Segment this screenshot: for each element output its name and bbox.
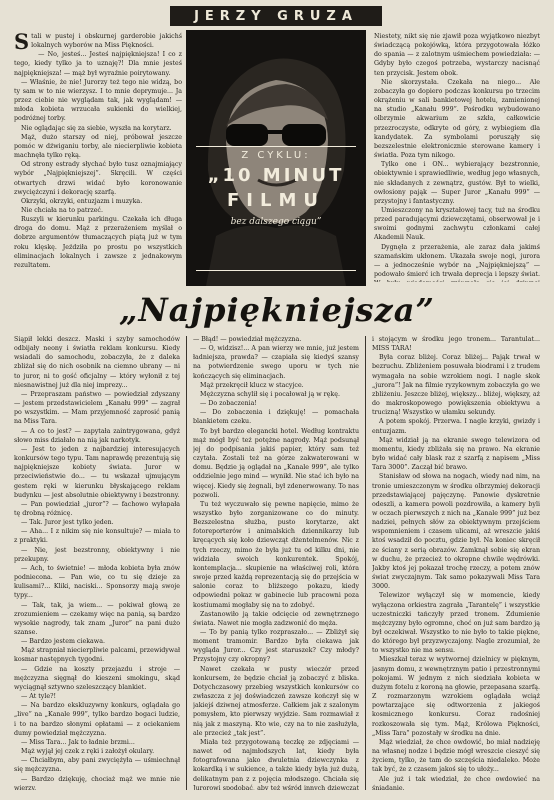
author-header [170, 6, 382, 26]
series-title-line-1: „10 MINUT [207, 165, 345, 186]
paragraph: — Tak, tak, ja wiem... — pokiwał głową ze zrozumieniem — czekamy więc na panią, są bardzo wysokie nagrody, tak znam „Juror” na pani dużo szanse. [14, 601, 180, 636]
paragraph: — Błąd! — powiedział mężczyzna. [193, 336, 302, 343]
paragraph: — Do zobaczenia i dziękuję! — pomachała blankietem czeku. [193, 409, 359, 426]
paragraph: Nie oglądając się za siebie, wyszła na korytarz. [21, 124, 172, 132]
paragraph: Mąż wyjął jej czek z ręki i założył okulary. [21, 748, 155, 756]
paragraph: — Bardzo dziękuję, chociaż mąż we mnie nie wierzy. [14, 775, 180, 790]
paragraph: — At tyle?! [21, 693, 57, 701]
paragraph: — Przepraszam państwo — powiedział zdyszany — jestem przedstawicielem „Kanału 999” — zagrał po wszystkim. — Mam przyjemność zaprosić panią na Miss Tara. [14, 390, 180, 426]
paragraph: — Bardzo jestem ciekawa. [21, 638, 105, 646]
paragraph: Mąż widział ją na ekranie swego telewizora od momentu, kiedy zbliżała się na prawo. Na ekranie było widać cały blask raz z szarfą z napisem „Miss Tara 3000”. Zaczął bić brawo. [372, 436, 540, 472]
paragraph: Mąż wiedział, że chce owdowić, bo miał nadzieję na własnej nodze i będzie mógł wreszcie cieszyć się życiem, tylko, że tam do szczęścia niedaleko. Może tak być, że z czasem jakoś się to ułoży... [372, 738, 540, 774]
column-top-left [14, 32, 182, 280]
paragraph: Mężczyzna schylił się i pocałował ją w rękę. [200, 390, 340, 398]
series-subtitle: bez dalszego ciągu” [230, 217, 322, 227]
paragraph: Siąpił lekki deszcz. Maski i szyby samochodów odbijały neony i światła reklam konkursu. Kiedy wsiadali do samochodu, zobaczyła, że z daleka zbliżał się do nich osobnik na ciemno ubrany — ni to juror, ni to gość oficjalny — który wyłonił z tej niesnawistnej już dla niej imprezy... [14, 336, 180, 389]
paragraph: Telewizor wyłączył się w momencie, kiedy wyłączona orkiestra zagrała „Tarantelę” i wszystkie uczestniczki tańczyły przed tronem. Zdumienie mężczyzny było ogromne, choć on już sam bardzo ją był oczekiwał. Wszystko to nie było to takie piękne, do którego był przyzwyczajony. Nagle zrozumiał, że to wszystko nie ma sensu. [372, 592, 540, 655]
series-label: Z CYKLU: [241, 150, 311, 161]
paragraph: — Na bardzo ekskluzywny konkurs, oglądała go „live” na „Kanale 999”, tylko bardzo bogaci ludzie, i to na bardzo słonymi opłatami — z ociekaniem dumy powiedział mężczyzna. [14, 702, 180, 737]
paragraph: Tylko one i ON... wybierający bezstronnie, obiektywnie i sprawiedliwie, według jego własnych, nie składanych z zewnątrz, gustów. Był to wielki, owłosiony pająk — Super Juror „Kanału 999” — przystojny i fantastyczny. [374, 161, 540, 205]
column-bottom-right [372, 335, 540, 790]
paragraph: Niestety, nikt się nie zjawił poza wyjątkowo niezbyt świadczącą pokojówką, która przygotowała łóżko do spania — z zalotnym uśmiechem powiedziała: — Gdyby było czegoś potrzeba, wystarczy nacisnąć ten przycisk. Jestem obok. [374, 33, 540, 77]
paragraph: Ale już i tak wiedział, że chce owdowieć na śniadanie. [372, 775, 540, 790]
paragraph: Mąż, dużo starszy od niej, próbował jeszcze pomóc w dźwiganiu torby, ale niecierpliwie kobieta machnęła tylko ręką. [14, 133, 182, 160]
paragraph: — Do zobaczenia! [200, 400, 257, 408]
column-top-right [374, 32, 540, 282]
paragraph: Tu też wyczuwało się pewne napięcie, mimo że wszystko było zorganizowane co do minuty. Bezszelestna służba, pusto korytarze, akt fotoreporterów i animalskich dziennikarzy lub kręcących się koło dziewcząt dżentelmenów. Nic z tych rzeczy, mimo że była już tu od kilku dni, nie widziała swoich konkurentek. Spokój, kontemplacja... skupienie na właściwej roli, która swoje przed każdą reprezentacją się do przejścia w salonie coraz to bliższego pokazu, kiedy odpowiedni pokaz w gabinecie lub pracowni poza kostiumami mogłaby się na to zdobyć. [193, 500, 359, 609]
paragraph: Umieszczony na kryształowej tacy, tuż na środku przed paradującymi dziewczętami, obserwował je i swoimi godnymi zachwytu członkami całej Akademii Nauk. [374, 206, 540, 242]
paragraph: Od strony estrady słychać było tusz oznajmiający wybór „Najpiękniejszej”. Skręcili. W części otwartych drzwi widać było koronowanie zwyciężczyni i dekorację szarfą. [14, 161, 182, 196]
paragraph: i stojącym w środku jego tronem... Tarantulat... MISS TARA! [372, 336, 540, 353]
series-title-line-2: FILMU [227, 190, 325, 211]
paragraph: tali w pustej i obskurnej garderobie jakichś lokalnych wyborów na Miss Piękności. [31, 33, 182, 50]
paragraph: Nie skorzystała. Czekała na niego... Ale zobaczyła go dopiero podczas konkursu po trzecim okrążeniu w sali bankietowej hotelu, zamienionej na studio „Kanału 999”. Pośrodku wybudowano olbrzymie akwarium ze szkła, całkowicie przezroczyste, odkryte od góry, z wybiegiem dla kandydatek. Za symbolami porusząły się bezszelestnie elektronicznie sterowane kamery i światła. Poza tym nikogo. [374, 78, 540, 160]
paragraph: — A co to jest? — zapytała zaintrygowana, gdyż słowo miss działało na nią jak narkotyk. [14, 427, 180, 444]
paragraph: Stanisław od słowa na nogach, wiedy nad nim, na tronie umieszczonym w środku olbrzymiej dekoracji przedstawiającej pajęczynę. Panowie dyskretnie odeszli, a kamera powoli pozdrowiła, a kamery byli w oczach pierwszych z nich na „Kanale 999” już bez nadziei, pełnych słów za obiektywnym przejściem wspomnieniem i czasem ulicami, aż wreszcie jakiś ktoś wsadził do pocztu, gdzie był. Na koniec skręcił ze ściany z serią obrazów. Zamknął sobie się ekran w duchu, że przecież to okropne chwile wędrówki. Jakby ktoś jej pokazał trochę rzeczy, a potem znów świat zwyczajnym. Tak samo pokazywali Miss Tara 3000. [372, 473, 540, 591]
paragraph: Była coraz bliżej. Coraz bliżej... Pająk trwał w bezruchu. Zbliżeniem posuwała biodrami i z trudem wymagała na sobie wzrokiem nogi. I nagle skok „jurora”! Jak na filmie ryzykownym zobaczyła go we zbliżeniu. Jeszcze bliżej, większy... bliżej, większy, aż do makroskopowego powiększenia obiektywu a trucizną! Wszystko w ułamku sekundy. [372, 354, 540, 417]
column-bottom-left [14, 335, 180, 790]
story-title [14, 288, 540, 332]
paragraph: Okrzyki, okrzyki, entuzjazm i muzyka. [21, 197, 143, 205]
column-bottom-middle [193, 335, 359, 790]
paragraph: — Aha... I z nikim się nie konsultuje? — miała to z praktyki. [14, 528, 180, 545]
paragraph: — No, jesteś... Jesteś najpiękniejsza! I co z tego, kiedy tylko ja to uznaję?! Dla mnie jesteś najpiękniejsza! — mąż był wyraźnie poirytowany. [14, 51, 182, 77]
paragraph: — Nie, jest bezstronny, obiektywny i nie przekupny. [14, 546, 180, 563]
paragraph: — Gdzie na koszty przejazdu i stroje — mężczyzna sięgnął do kieszeni smokingu, skąd wyciągnął sztywno szeleszczący blankiet. [14, 665, 180, 691]
column-divider [365, 336, 366, 790]
paragraph: Mąż przekręcił klucz w stacyjce. [200, 381, 304, 389]
paragraph: — Ach, to świetnie! — młoda kobieta była znów podniecona. — Pan wie, co tu się dzieje za kulisami?... Kliki, naciski... Sponsorzy mają swoje typy... [14, 564, 180, 600]
story-title-text: „Najpiękniejsza” [119, 291, 435, 329]
paragraph: A potem spokój. Przerwa. I nagle krzyki, gwizdy i entuzjazm. [372, 418, 540, 435]
paragraph: Zastanowiło ją takie odcięcie od zewnętrznego świata. Nawet nie mogła zadzwonić do męża. [193, 610, 359, 627]
paragraph: — Chciałbym, aby pani zwyciężyła — uśmiechnął się mężczyzna. [14, 757, 180, 774]
paragraph: — O, widzisz!... A pan wierzy we mnie, już jestem ładniejsza, prawda? — czapiała się kiedyś szansy na potwierdzenie swego uporu w tych nie kończących się eliminacjach. [193, 345, 359, 380]
drop-cap: S [14, 32, 30, 54]
paragraph: Mieszkał teraz w wytwornej dzielnicy w pięknym, jasnym domu, z wewnętrznym patio i przestronnymi pokojami. W jednym z nich siedziała kobieta w dużym fotelu z koroną na głowie, przepasana szarfą. Z rozmarzonym wzrokiem oglądała wciąż powtarzające się odtworzenia z jakiegoś kosmicznego konkursu. Coraz radośniej rozkoszowała się tym. Mąż, Królowa Piękności, „Miss Tara” pozostały w środku na dnie. [372, 656, 540, 737]
frame-line-bottom [196, 270, 356, 271]
paragraph: To był bardzo elegancki hotel. Według kontraktu mąż mógł być też potężne nagrody. Mąż podsunął jej do podpisania jakiś papier, który sam też czytała. Zostali też na górze zakwaterowani w domu. Będzie ją oglądał na „Kanale 999”, ale tylko oddzielnie jego mind — wynikł. Nie stać ich było na więcej. Kiedy się żegnali, był zdenerwowany. To nas pozwoli. [193, 427, 359, 499]
paragraph: Dygnęła z przerażenia, ale zaraz dała jakimś szamańskim ukłonem. Ukazała swoje nogi, jurora — a jednocześnie wybór na „Najpiękniejszą” — podowało śmierć ich trwała deprecja i lepszy świat. [374, 243, 540, 279]
series-caption [186, 150, 366, 227]
paragraph: — Miss Tara... Jak to ładnie brzmi... [21, 738, 135, 746]
paragraph: — Jest to jeden z najbardziej interesujących konkursów tego typu. Tam naprawdę prezentują się najpiękniejsze kobiety świata. Juror w przeciwieństwie do... — tu wskazał ujmującym gestem ręki w kierunku błyskającego reklam budynku — jest absolutnie obiektywny i bezstronny. [14, 445, 180, 499]
paragraph: — Właśnie, że nie! Jurorzy też tego nie widzą, bo ty sam w to nie wierzysz. I to mnie deprymuje... Ja przez ciebie nie wyglądam tak, jak wyglądam! — młoda kobieta wrzucała sukienki do wielkiej, podróżnej torby. [14, 78, 182, 123]
paragraph: Nie chciała na to patrzeć. [21, 206, 103, 214]
paragraph: — Tak. Juror jest tylko jeden. [21, 519, 114, 527]
author-name: JERZY GRUZA [194, 8, 358, 24]
frame-line-top [196, 146, 356, 147]
paragraph: Mąż strapniał niecierpliwie palcami, przewidywał kosmar następnych tygodni. [14, 647, 180, 664]
paragraph: — To by panią tylko rozpraszało... — Zbliżył się moment tramomir. Bardzo była ciekawa jak wygląda Juror... Czy jest staruszek? Czy młody? Przystojny czy okropny? [193, 629, 359, 664]
column-divider [186, 336, 187, 790]
paragraph: Nawet czekała w pusty wieczór przed konkursem, że będzie chciał ją zobaczyć z bliska. Dotychczasowy przebieg wszystkich konkursów co zwłaszcza z jej doświadczeń zawsze kończył się w jakiejś dziwnej atmosferze. Całkiem jak z szalonym pomysłem, kto pierwszy wyjdzie. Sam rozmawiał z nią jak z maszyną. Kto wie, czy na to nie zasłużyła, ale przecież „tak jest”. [193, 665, 359, 737]
paragraph: — Pan powiedział „juror”? — fachowo wyłapała tę drobną różnicę. [14, 500, 180, 517]
paragraph: Miała też przygotowaną teczkę ze zdjęciami — nawet od najmłodszych lat, kiedy była fotografowana jako dwuletnia dziewczynka z kokardką i w sukience, a także kiedy była już dużą, delikatnym pan z z pojęcia młodszego. Chciała się Jurorowi spodobać, aby też wśród innych dziewcząt [193, 738, 359, 790]
paragraph: Ruszyli w kierunku parkingu. Czekała ich długa droga do domu. Mąż z przerażeniem myślał o dobrze argumentów tłumaczących piątą już w tym roku klęskę. Jeździła po prostu po wszystkich eliminacjach lokalnych i zawsze z jednakowym rezultatem. [14, 216, 182, 269]
